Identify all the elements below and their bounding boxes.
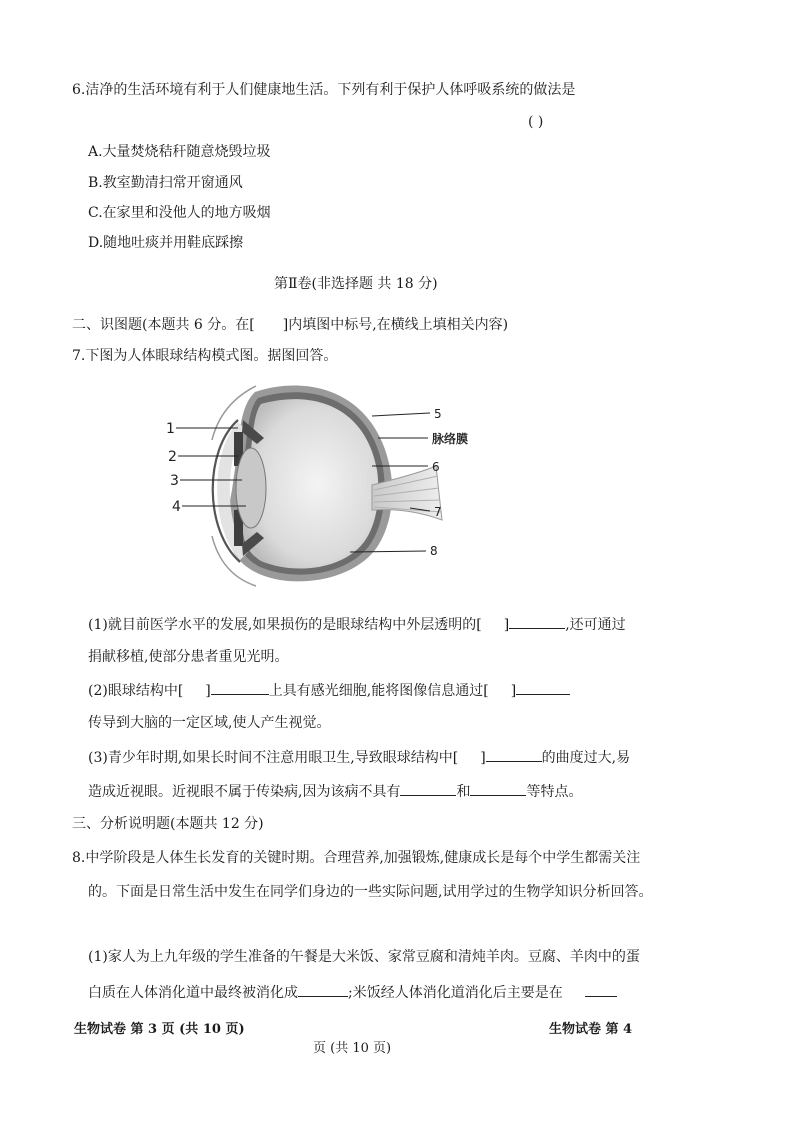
- section-two-heading-b: ]内填图中标号,在横线上填相关内容): [282, 317, 509, 333]
- q7-sub1-text-a: (1)就目前医学水平的发展,如果损伤的是眼球结构中外层透明的[: [88, 617, 482, 633]
- lens: [236, 448, 266, 528]
- label-2: 2: [168, 449, 177, 465]
- label-3: 3: [170, 473, 179, 489]
- q6-option-b: B.教室勤清扫常开窗通风: [88, 175, 243, 191]
- label-4: 4: [172, 499, 181, 515]
- label-choroid: 脉络膜: [432, 432, 469, 446]
- label-6: 6: [432, 460, 440, 474]
- q7-sub2-text-d: ]: [510, 683, 517, 699]
- eye-structure-diagram: [160, 380, 500, 590]
- q7-sub3-text-c: 的曲度过大,易: [541, 750, 631, 766]
- q8-stem-line1: 8.中学阶段是人体生长发育的关键时期。合理营养,加强锻炼,健康成长是每个中学生都需关注: [72, 850, 641, 866]
- q7-sub3-line2: [88, 781, 582, 802]
- label-1: 1: [166, 421, 175, 437]
- q8-sub1-line1: (1)家人为上九年级的学生准备的午餐是大米饭、家常豆腐和清炖羊肉。豆腐、羊肉中的蛋: [88, 949, 640, 965]
- q6-option-a: A.大量焚烧秸秆随意烧毁垃圾: [88, 144, 271, 160]
- q6-option-d: D.随地吐痰并用鞋底踩擦: [88, 235, 244, 251]
- q8-sub1-blank-1[interactable]: [298, 982, 348, 997]
- q7-sub2-text-a: (2)眼球结构中[: [88, 683, 184, 699]
- q7-sub1-line2: 捐献移植,使部分患者重见光明。: [88, 649, 289, 665]
- q6-answer-paren: ( ): [528, 114, 544, 130]
- q7-sub3-text-f: 等特点。: [526, 784, 583, 800]
- footer-right-page-number: 生物试卷 第 4: [549, 1022, 633, 1037]
- q7-sub3-text-a: (3)青少年时期,如果长时间不注意用眼卫生,导致眼球结构中[: [88, 750, 459, 766]
- q7-sub3-blank-3[interactable]: [470, 781, 526, 796]
- q8-sub1-text-a: 白质在人体消化道中最终被消化成: [88, 985, 298, 1001]
- part-two-title: 第Ⅱ卷(非选择题 共 18 分): [274, 276, 438, 292]
- q7-sub3-text-d: 造成近视眼。近视眼不属于传染病,因为该病不具有: [88, 784, 401, 800]
- q7-sub3-text-e: 和: [456, 784, 471, 800]
- q7-sub2-blank-2[interactable]: [516, 680, 570, 695]
- q7-sub1-line1: [88, 614, 626, 635]
- q8-sub1-blank-2[interactable]: [585, 982, 617, 997]
- q7-stem: 7.下图为人体眼球结构模式图。据图回答。: [72, 348, 338, 364]
- q7-sub1-text-c: ,还可通过: [565, 617, 626, 633]
- q7-sub2-line1: [88, 680, 570, 701]
- q7-sub2-line2: 传导到大脑的一定区域,使人产生视觉。: [88, 715, 331, 731]
- label-8: 8: [430, 544, 438, 558]
- section-two-heading-a: 二、识图题(本题共 6 分。在[: [72, 317, 255, 333]
- q8-stem-line2: 的。下面是日常生活中发生在同学们身边的一些实际问题,试用学过的生物学知识分析回答。: [88, 884, 653, 900]
- footer-left-page-number: 生物试卷 第 3 页 (共 10 页): [74, 1022, 245, 1037]
- q7-sub1-blank[interactable]: [509, 614, 565, 629]
- q8-sub1-text-b: ;米饭经人体消化道消化后主要是在: [348, 985, 563, 1001]
- q7-sub1-text-b: ]: [503, 617, 510, 633]
- q7-sub2-text-b: ]: [205, 683, 211, 699]
- q7-sub2-blank-1[interactable]: [211, 680, 269, 695]
- q7-sub2-text-c: 上具有感光细胞,能将图像信息通过[: [268, 683, 489, 699]
- q7-sub3-text-b: ]: [480, 750, 486, 766]
- q6-stem: 6.洁净的生活环境有利于人们健康地生活。下列有利于保护人体呼吸系统的做法是: [72, 82, 576, 98]
- q7-sub3-blank-2[interactable]: [400, 781, 456, 796]
- q7-sub3-line1: [88, 747, 630, 768]
- section-three-heading: 三、分析说明题(本题共 12 分): [72, 816, 264, 832]
- label-7: 7: [434, 505, 442, 519]
- q8-sub1-line2: [88, 982, 617, 1003]
- q6-option-c: C.在家里和没他人的地方吸烟: [88, 205, 271, 221]
- footer-continuation: 页 (共 10 页): [313, 1041, 392, 1056]
- label-5: 5: [434, 407, 442, 421]
- q7-sub3-blank-1[interactable]: [486, 747, 542, 762]
- section-two-heading: [72, 315, 508, 335]
